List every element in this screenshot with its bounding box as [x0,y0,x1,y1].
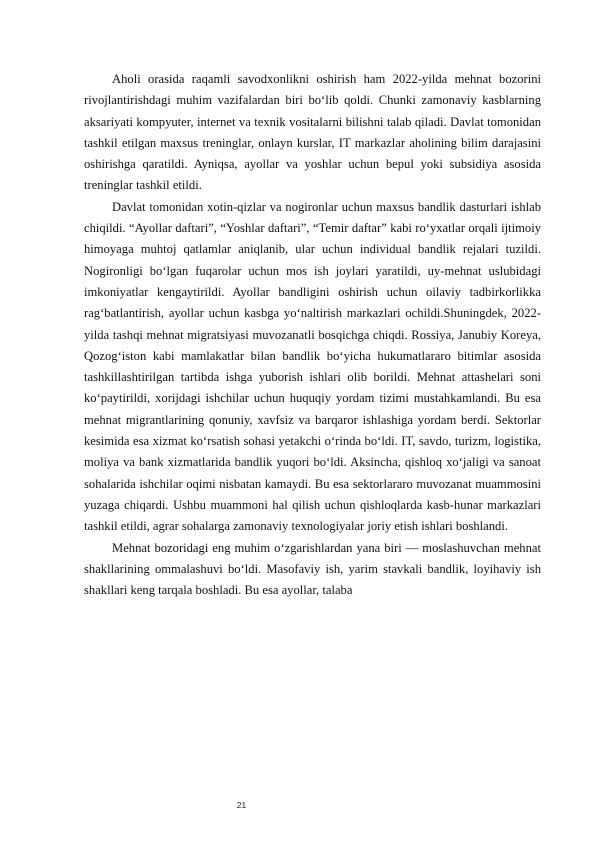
paragraph-digital-literacy: Aholi orasida raqamli savodxonlikni oshirish ham 2022-yilda mehnat bozorini rivojlantirishdagi muhim vazifalardan biri bo‘lib qoldi. Chunki zamonaviy kasblarning aksariyati kompyuter, internet va texnik vositalarni bilishni talab qiladi. Davlat tomonidan tashkil etilgan maxsus treninglar, onlayn kurslar, IT markazlar aholining bilim darajasini oshirishga qaratildi. Ayniqsa, ayollar va yoshlar uchun bepul yoki subsidiya asosida treninglar tashkil etildi. [84,72,541,193]
body-text [84,69,541,601]
page-number [0,800,595,810]
paragraph-employment-programs: Davlat tomonidan xotin-qizlar va nogironlar uchun maxsus bandlik dasturlari ishlab chiqildi. “Ayollar daftari”, “Yoshlar daftari”, “Temir daftar” kabi ro‘yxatlar orqali ijtimoiy himoyaga muhtoj qatlamlar aniqlanib, ular uchun individual bandlik rejalari tuzildi. Nogironligi bo‘lgan fuqarolar uchun mos ish joylari yaratildi, uy-mehnat uslubidagi imkoniyatlar kengaytirildi. Ayollar bandligini oshirish uchun oilaviy tadbirkorlikka rag‘batlantirish, ayollar uchun kasbga yo‘naltirish markazlari ochildi.Shuningdek, 2022-yilda tashqi mehnat migratsiyasi muvozanatli bosqichga chiqdi. Rossiya, Janubiy Koreya, Qozog‘iston kabi mamlakatlar bilan bandlik bo‘yicha hukumatlararo bitimlar asosida tashkillashtirilgan tartibda ishga yuborish ishlari olib borildi. Mehnat attashelari soni ko‘paytirildi, xorijdagi ishchilar uchun huquqiy yordam tizimi mustahkamlandi. Bu esa mehnat migrantlarining qonuniy, xavfsiz va barqaror ishlashiga yordam berdi. Sektorlar kesimida esa xizmat ko‘rsatish sohasi yetakchi o‘rinda bo‘ldi. IT, savdo, turizm, logistika, moliya va bank xizmatlarida bandlik yuqori bo‘ldi. Aksincha, qishloq xo‘jaligi va sanoat sohalarida ishchilar oqimi nisbatan kamaydi. Bu esa sektorlararo muvozanat muammosini yuzaga chiqardi. Ushbu muammoni hal qilish uchun qishloqlarda kasb-hunar markazlari tashkil etildi, agrar sohalarga zamonaviy texnologiyalar joriy etish ishlari boshlandi. [84,199,541,534]
paragraph-flexible-work: Mehnat bozoridagi eng muhim o‘zgarishlardan yana biri — moslashuvchan mehnat shakllarining ommalashuvi bo‘ldi. Masofaviy ish, yarim stavkali bandlik, loyihaviy ish shakllari keng tarqala boshladi. Bu esa ayollar, talaba [84,540,541,598]
page-number-label: 21 [236,800,247,810]
